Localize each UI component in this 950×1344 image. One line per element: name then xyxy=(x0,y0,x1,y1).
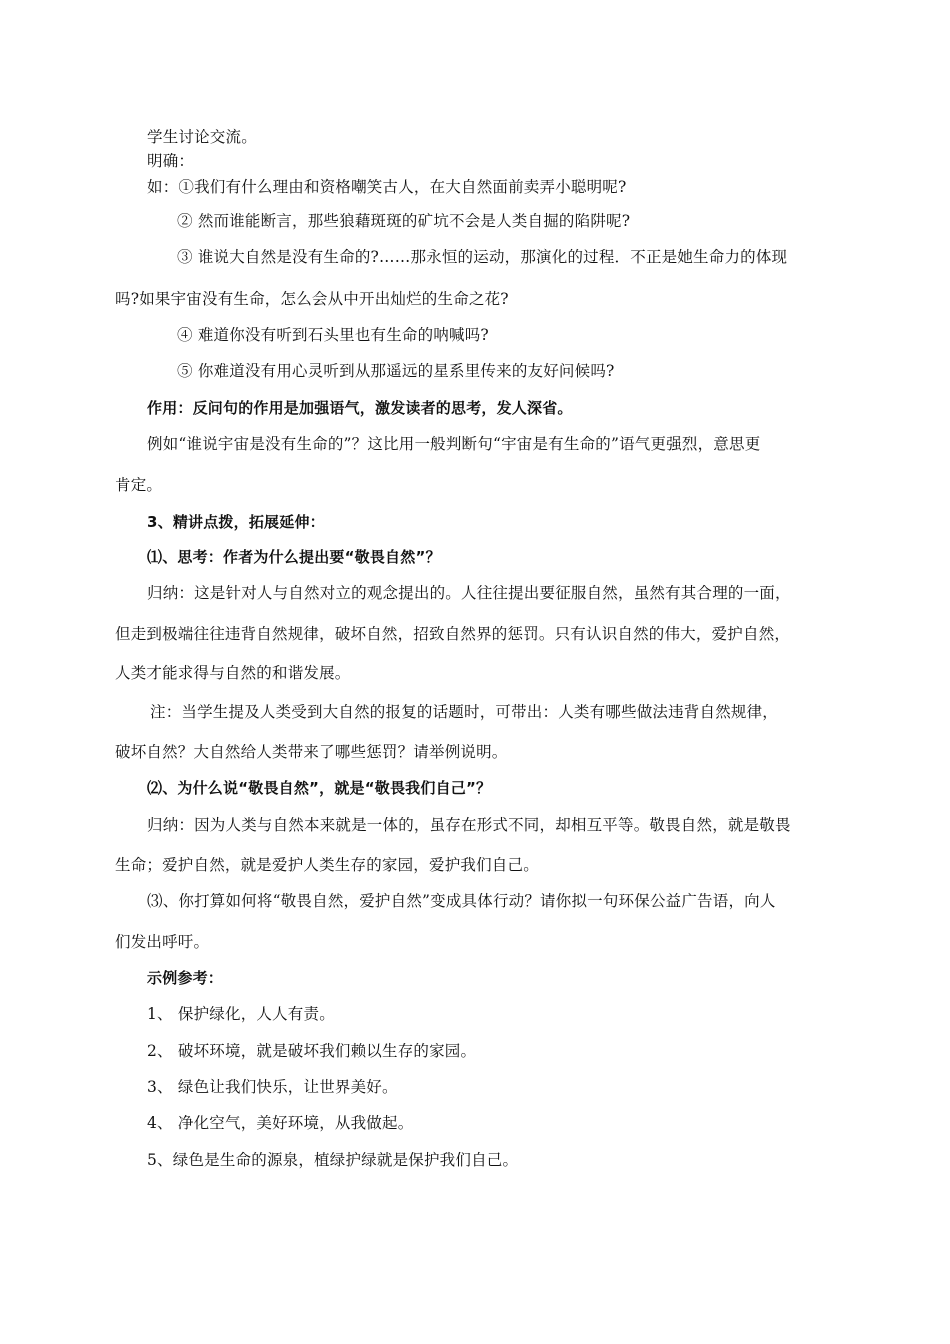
text-line: 学生讨论交流。 xyxy=(147,128,257,146)
section-heading: 3、精讲点拨，拓展延伸： xyxy=(147,513,325,531)
text-line: 明确： xyxy=(147,152,195,170)
bold-heading: ⑴、思考：作者为什么提出要“敬畏自然”？ xyxy=(147,548,441,566)
bold-heading: 示例参考： xyxy=(147,969,224,987)
text-line: 破坏自然？大自然给人类带来了哪些惩罚？请举例说明。 xyxy=(115,743,508,761)
text-line: 但走到极端往往违背自然规律，破坏自然，招致自然界的惩罚。只有认识自然的伟大，爱护自然， xyxy=(115,625,791,643)
text-line: 归纳：因为人类与自然本来就是一体的，虽存在形式不同，却相互平等。敬畏自然，就是敬畏 xyxy=(147,816,791,834)
text-line: 人类才能求得与自然的和谐发展。 xyxy=(115,664,351,682)
text-line: 注：当学生提及人类受到大自然的报复的话题时，可带出：人类有哪些做法违背自然规律， xyxy=(150,703,779,721)
text-line: 肯定。 xyxy=(115,476,163,494)
bold-heading: 作用：反问句的作用是加强语气，激发读者的思考，发人深省。 xyxy=(147,399,573,417)
text-line: 生命；爱护自然，就是爱护人类生存的家园，爱护我们自己。 xyxy=(115,856,539,874)
list-item: 5、绿色是生命的源泉，植绿护绿就是保护我们自己。 xyxy=(147,1151,519,1169)
bold-heading: ⑵、为什么说“敬畏自然”，就是“敬畏我们自己”？ xyxy=(147,779,492,797)
text-line: 们发出呼吁。 xyxy=(115,933,210,951)
text-line: 吗?如果宇宙没有生命，怎么会从中开出灿烂的生命之花? xyxy=(115,290,509,308)
text-line: ⑶、你打算如何将“敬畏自然，爱护自然”变成具体行动？请你拟一句环保公益广告语，向人 xyxy=(147,892,776,910)
text-line: 归纳：这是针对人与自然对立的观念提出的。人往往提出要征服自然，虽然有其合理的一面， xyxy=(147,584,791,602)
text-line: ⑤ 你难道没有用心灵听到从那遥远的星系里传来的友好问候吗? xyxy=(177,362,615,380)
text-line: ④ 难道你没有听到石头里也有生命的呐喊吗? xyxy=(177,326,489,344)
text-line: 如：①我们有什么理由和资格嘲笑古人，在大自然面前卖弄小聪明呢? xyxy=(147,178,627,196)
list-item: 2、 破坏环境，就是破坏我们赖以生存的家园。 xyxy=(147,1042,477,1060)
list-item: 4、 净化空气，美好环境，从我做起。 xyxy=(147,1114,414,1132)
text-line: ③ 谁说大自然是没有生命的?……那永恒的运动，那演化的过程．不正是她生命力的体现 xyxy=(177,248,788,266)
text-line: ② 然而谁能断言，那些狼藉斑斑的矿坑不会是人类自掘的陷阱呢? xyxy=(177,212,631,230)
list-item: 1、 保护绿化，人人有责。 xyxy=(147,1005,335,1023)
list-item: 3、 绿色让我们快乐，让世界美好。 xyxy=(147,1078,398,1096)
text-line: 例如“谁说宇宙是没有生命的”？这比用一般判断句“宇宙是有生命的”语气更强烈，意思更 xyxy=(147,435,761,453)
